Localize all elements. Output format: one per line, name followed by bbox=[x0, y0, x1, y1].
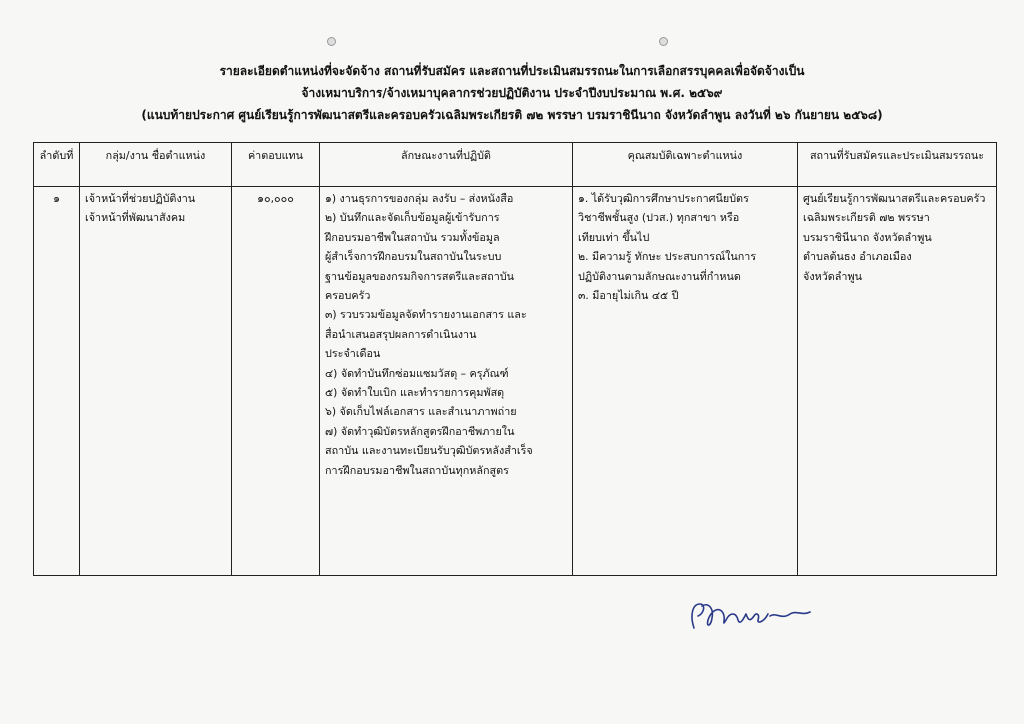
document-header bbox=[60, 60, 964, 126]
qualification-line: เทียบเท่า ขึ้นไป bbox=[578, 230, 650, 244]
cell-location bbox=[798, 187, 997, 576]
header-no: ลำดับที่ bbox=[34, 143, 80, 187]
duty-line: ฐานข้อมูลของกรมกิจการสตรีและสถาบัน bbox=[325, 269, 515, 283]
header-group: กลุ่ม/งาน ชื่อตำแหน่ง bbox=[80, 143, 232, 187]
qualification-line: วิชาชีพชั้นสูง (ปวส.) ทุกสาขา หรือ bbox=[578, 211, 740, 225]
table-header-row bbox=[34, 143, 997, 187]
qualification-line: ๑. ได้รับวุฒิการศึกษาประกาศนียบัตร bbox=[578, 192, 749, 205]
positions-table bbox=[33, 142, 997, 576]
cell-duties bbox=[320, 187, 573, 576]
duty-line: ประจำเดือน bbox=[325, 347, 381, 361]
qualification-line: ๓. มีอายุไม่เกิน ๔๕ ปี bbox=[578, 289, 679, 303]
group-line: เจ้าหน้าที่พัฒนาสังคม bbox=[85, 211, 186, 225]
duty-line: ๓) รวบรวมข้อมูลจัดทำรายงานเอกสาร และ bbox=[325, 308, 527, 322]
duty-line: ผู้สำเร็จการฝึกอบรมในสถาบันในระบบ bbox=[325, 250, 502, 264]
duty-line: สถาบัน และงานทะเบียนรับวุฒิบัตรหลังสำเร็จ bbox=[325, 444, 533, 458]
duty-line: ๑) งานธุรการของกลุ่ม ลงรับ – ส่งหนังสือ bbox=[325, 192, 514, 205]
qualification-line: ๒. มีความรู้ ทักษะ ประสบการณ์ในการ bbox=[578, 250, 757, 264]
duty-line: ครอบครัว bbox=[325, 289, 371, 303]
group-line: เจ้าหน้าที่ช่วยปฏิบัติงาน bbox=[85, 192, 196, 205]
cell-qualifications bbox=[573, 187, 798, 576]
duty-line: ๒) บันทึกและจัดเก็บข้อมูลผู้เข้ารับการ bbox=[325, 211, 500, 225]
duty-line: สื่อนำเสนอสรุปผลการดำเนินงาน bbox=[325, 327, 477, 341]
header-line-2: จ้างเหมาบริการ/จ้างเหมาบุคลากรช่วยปฏิบัติงาน ประจำปีงบประมาณ พ.ศ. ๒๕๖๙ bbox=[301, 86, 723, 100]
punch-hole-mark bbox=[659, 37, 668, 46]
duty-line: ๖) จัดเก็บไฟล์เอกสาร และสำเนาภาพถ่าย bbox=[325, 405, 517, 419]
location-line: ศูนย์เรียนรู้การพัฒนาสตรีและครอบครัว bbox=[803, 192, 986, 205]
duty-line: ๔) จัดทำบันทึกซ่อมแซมวัสดุ – ครุภัณฑ์ bbox=[325, 366, 509, 380]
header-duties: ลักษณะงานที่ปฏิบัติ bbox=[320, 143, 573, 187]
header-qualifications: คุณสมบัติเฉพาะตำแหน่ง bbox=[573, 143, 798, 187]
cell-no: ๑ bbox=[34, 187, 80, 576]
cell-pay: ๑๐,๐๐๐ bbox=[232, 187, 320, 576]
punch-hole-mark bbox=[327, 37, 336, 46]
location-line: จังหวัดลำพูน bbox=[803, 269, 862, 283]
location-line: ตำบลต้นธง อำเภอเมือง bbox=[803, 250, 912, 264]
header-line-3: (แนบท้ายประกาศ ศูนย์เรียนรู้การพัฒนาสตรีและครอบครัวเฉลิมพระเกียรติ ๗๒ พรรษา บรมราชินีนาถ จังหวัดลำพูน ลงวันที่ ๒๖ กันยายน ๒๕๖๘) bbox=[141, 108, 883, 122]
table-row bbox=[34, 187, 997, 576]
location-line: เฉลิมพระเกียรติ ๗๒ พรรษา bbox=[803, 211, 930, 225]
header-line-1: รายละเอียดตำแหน่งที่จะจัดจ้าง สถานที่รับสมัคร และสถานที่ประเมินสมรรถนะในการเลือกสรรบุคคลเพื่อจัดจ้างเป็น bbox=[219, 64, 805, 78]
handwritten-signature bbox=[686, 598, 816, 634]
qualification-line: ปฏิบัติงานตามลักษณะงานที่กำหนด bbox=[578, 269, 741, 283]
duty-line: ๗) จัดทำวุฒิบัตรหลักสูตรฝึกอาชีพภายใน bbox=[325, 424, 515, 438]
duty-line: การฝึกอบรมอาชีพในสถาบันทุกหลักสูตร bbox=[325, 463, 509, 477]
location-line: บรมราชินีนาถ จังหวัดลำพูน bbox=[803, 230, 932, 244]
header-pay: ค่าตอบแทน bbox=[232, 143, 320, 187]
duty-line: ๕) จัดทำใบเบิก และทำรายการคุมพัสดุ bbox=[325, 386, 505, 400]
header-location: สถานที่รับสมัครและประเมินสมรรถนะ bbox=[798, 143, 997, 187]
cell-group bbox=[80, 187, 232, 576]
duty-line: ฝึกอบรมอาชีพในสถาบัน รวมทั้งข้อมูล bbox=[325, 230, 500, 244]
